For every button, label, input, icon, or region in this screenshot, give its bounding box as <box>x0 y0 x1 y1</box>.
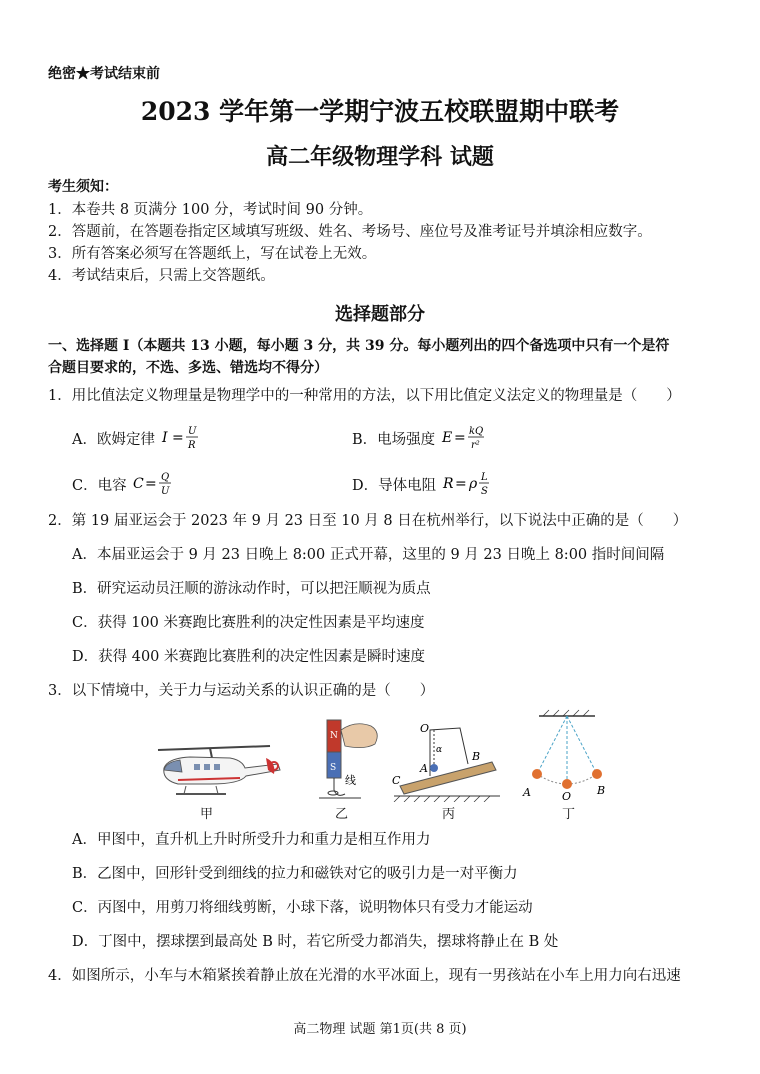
exam-subtitle: 高二年级物理学科 试题 <box>266 144 494 170</box>
svg-text:A: A <box>523 786 531 799</box>
q3-stem: 3．以下情境中，关于力与运动关系的认识正确的是（ ） <box>48 683 435 699</box>
pendulum-figure <box>515 708 615 800</box>
q1-option-c <box>72 474 211 498</box>
q3-option-c: C．丙图中，用剪刀将细线剪断，小球下落，说明物体只有受力才能运动 <box>72 900 533 916</box>
svg-text:=: = <box>171 430 184 446</box>
svg-text:R: R <box>187 440 196 451</box>
svg-text:L: L <box>480 472 488 483</box>
formula-ohm-icon <box>160 422 240 452</box>
q2-stem: 2．第 19 届亚运会于 2023 年 9 月 23 日至 10 月 8 日在杭州举行，以下说法中正确的是（ ） <box>48 513 688 529</box>
exam-title: 2023 学年第一学期宁波五校联盟期中联考 <box>140 97 620 126</box>
figure-label-jia: 甲 <box>200 807 214 822</box>
svg-text:C: C <box>133 476 144 492</box>
svg-text:=: = <box>453 430 466 446</box>
figure-label-bing: 丙 <box>442 807 456 822</box>
q1-option-b <box>352 428 520 452</box>
q3-option-d: D．丁图中，摆球摆到最高处 B 时，若它所受力都消失，摆球将静止在 B 处 <box>72 934 559 950</box>
notice-item: 2．答题前，在答题卷指定区域填写班级、姓名、考场号、座位号及准考证号并填涂相应数字。 <box>48 224 652 240</box>
formula-capacitance-icon <box>131 468 211 498</box>
svg-text:ρ: ρ <box>468 476 477 492</box>
q1-option-b-label: B．电场强度 <box>352 432 436 448</box>
svg-text:=: = <box>145 476 157 492</box>
incline-figure <box>388 716 504 802</box>
figure-label-yi: 乙 <box>335 807 349 822</box>
q1-option-d <box>352 474 521 498</box>
svg-text:B: B <box>472 750 481 763</box>
svg-text:S: S <box>330 763 337 773</box>
notice-item: 1．本卷共 8 页满分 100 分，考试时间 90 分钟。 <box>48 202 373 218</box>
section-intro-2: 合题目要求的，不选、多选、错选均不得分） <box>48 360 328 376</box>
svg-text:C: C <box>392 774 401 787</box>
svg-text:=: = <box>454 476 467 492</box>
q2-option-a: A．本届亚运会于 9 月 23 日晚上 8:00 正式开幕，这里的 9 月 23 日晚上 8:00 指时间间隔 <box>72 547 665 563</box>
section-title: 选择题部分 <box>335 304 425 325</box>
svg-text:r²: r² <box>470 440 480 451</box>
helicopter-figure <box>150 740 290 802</box>
svg-text:Q: Q <box>161 472 170 483</box>
q1-option-c-label: C．电容 <box>72 478 127 494</box>
q2-option-d: D．获得 400 米赛跑比赛胜利的决定性因素是瞬时速度 <box>72 649 426 665</box>
q1-stem: 1．用比值法定义物理量是物理学中的一种常用的方法，以下用比值定义法定义的物理量是（ ） <box>48 388 681 404</box>
page-footer: 高二物理 试题 第1页(共 8 页) <box>293 1022 467 1037</box>
notice-item: 3．所有答案必须写在答题纸上，写在试卷上无效。 <box>48 246 377 262</box>
svg-text:E: E <box>441 430 452 446</box>
q1-option-a <box>72 428 240 452</box>
figure-label-ding: 丁 <box>562 807 576 822</box>
magnet-figure <box>315 716 385 802</box>
svg-text:A: A <box>420 762 428 775</box>
formula-resistance-icon <box>441 468 521 498</box>
secret-mark: 绝密★考试结束前 <box>48 66 160 82</box>
svg-text:U: U <box>161 486 170 497</box>
section-intro-1: 一、选择题 I（本题共 13 小题，每小题 3 分，共 39 分。每小题列出的四个备选项中只有一个是符 <box>48 338 670 354</box>
svg-text:α: α <box>436 745 443 755</box>
svg-text:kQ: kQ <box>468 426 484 437</box>
q2-option-b: B．研究运动员汪顺的游泳动作时，可以把汪顺视为质点 <box>72 581 431 597</box>
svg-text:S: S <box>480 486 488 497</box>
q3-option-b: B．乙图中，回形针受到细线的拉力和磁铁对它的吸引力是一对平衡力 <box>72 866 518 882</box>
svg-text:I: I <box>161 430 168 446</box>
svg-text:B: B <box>597 784 606 797</box>
q1-option-d-label: D．导体电阻 <box>352 478 437 494</box>
svg-text:R: R <box>442 476 454 492</box>
svg-text:U: U <box>187 426 197 437</box>
q2-option-c: C．获得 100 米赛跑比赛胜利的决定性因素是平均速度 <box>72 615 425 631</box>
q1-option-a-label: A．欧姆定律 <box>72 432 155 448</box>
q4-stem: 4．如图所示，小车与木箱紧挨着静止放在光滑的水平冰面上，现有一男孩站在小车上用力向右迅速 <box>48 968 681 984</box>
q3-option-a: A．甲图中，直升机上升时所受升力和重力是相互作用力 <box>72 832 431 848</box>
svg-text:O: O <box>420 722 430 735</box>
notice-heading: 考生须知： <box>48 179 118 195</box>
svg-text:线: 线 <box>345 774 356 787</box>
svg-text:O: O <box>562 790 572 800</box>
notice-item: 4．考试结束后，只需上交答题纸。 <box>48 268 275 284</box>
formula-field-icon <box>440 422 520 452</box>
svg-text:N: N <box>330 731 338 741</box>
